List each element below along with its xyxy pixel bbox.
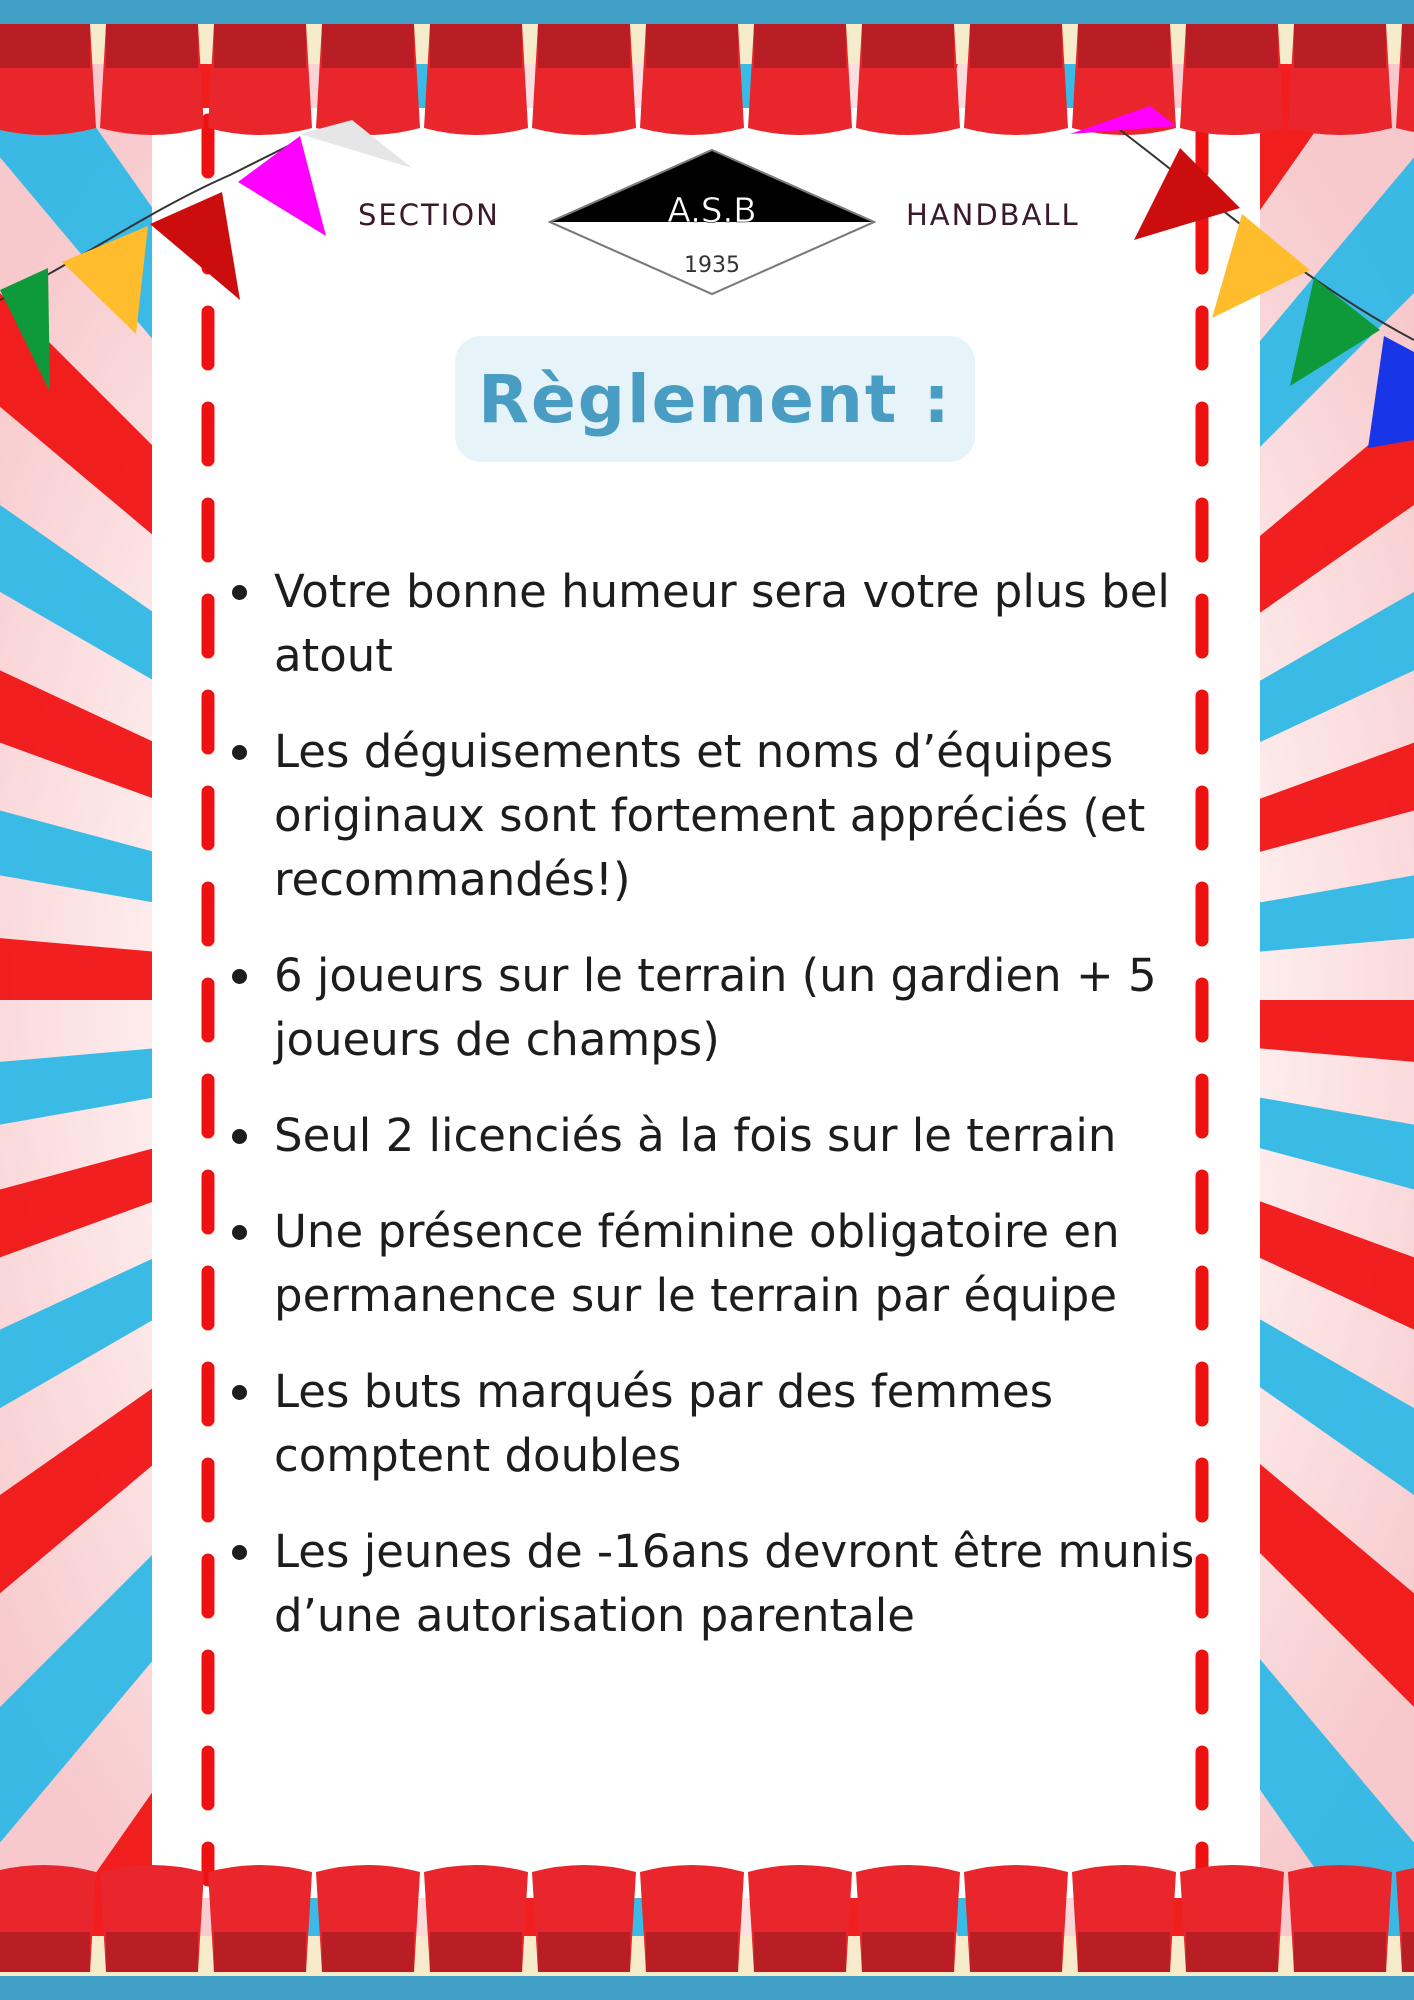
bullet-icon	[232, 1385, 247, 1400]
rule-text: Les déguisements et noms d’équipes originaux sont fortement appréciés (et recommandés!)	[274, 725, 1146, 906]
list-item	[224, 944, 1206, 1072]
list-item	[224, 720, 1206, 912]
bullet-icon	[232, 969, 247, 984]
list-item	[224, 1200, 1206, 1328]
title-box	[455, 336, 975, 462]
logo-year: 1935	[684, 253, 740, 278]
list-item	[224, 1520, 1206, 1648]
bullet-icon	[232, 585, 247, 600]
logo-name: A.S.B	[667, 191, 757, 231]
bullet-icon	[232, 1225, 247, 1240]
list-item	[224, 560, 1206, 688]
rule-text: Les buts marqués par des femmes comptent doubles	[274, 1365, 1054, 1482]
rule-text: 6 joueurs sur le terrain (un gardien + 5 joueurs de champs)	[274, 949, 1157, 1066]
section-label: SECTION	[358, 198, 500, 232]
list-item	[224, 1360, 1206, 1488]
handball-label: HANDBALL	[906, 198, 1080, 232]
club-logo-icon	[548, 148, 876, 296]
bullet-icon	[232, 1545, 247, 1560]
rule-text: Seul 2 licenciés à la fois sur le terrain	[274, 1109, 1117, 1162]
bullet-icon	[232, 1129, 247, 1144]
page-title: Règlement :	[478, 360, 952, 438]
rules-list	[224, 560, 1206, 1680]
rule-text: Les jeunes de -16ans devront être munis d’une autorisation parentale	[274, 1525, 1195, 1642]
rule-text: Une présence féminine obligatoire en permanence sur le terrain par équipe	[274, 1205, 1120, 1322]
rule-text: Votre bonne humeur sera votre plus bel atout	[274, 565, 1170, 682]
bullet-icon	[232, 745, 247, 760]
list-item	[224, 1104, 1206, 1168]
